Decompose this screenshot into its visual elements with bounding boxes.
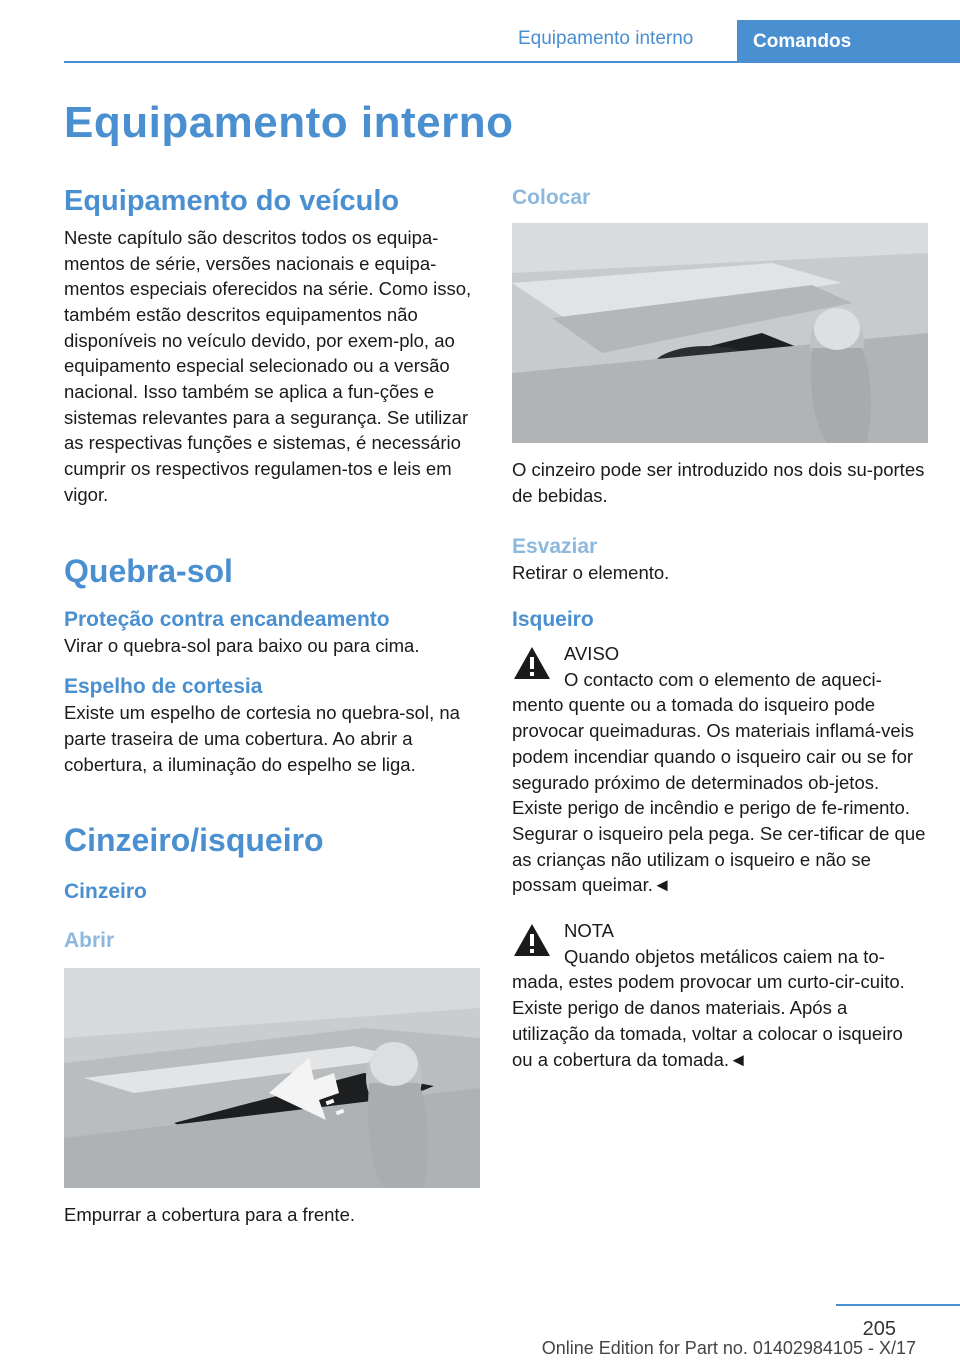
empty-text: Retirar o elemento. bbox=[512, 562, 670, 583]
mirror-heading: Espelho de cortesia bbox=[64, 674, 263, 698]
ashtray-open-illustration bbox=[64, 968, 480, 1188]
glare-heading: Proteção contra encandeamento bbox=[64, 607, 390, 631]
vehicle-text: Neste capítulo são descritos todos os equipa-mentos de série, versões nacionais e equipa-mentos especiais oferecidos na série. Como isso, também estão descritos equipamentos não disponíveis no veículo devido, por exem-plo, ao equipamento especial selecionado ou a versão nacional. Isso também se aplica a fun-ções e sistemas relevantes para a segurança. Se utilizar as respectivas funções e sistemas, é necessário cumprir os respectivos regulamen-tos e leis em vigor. bbox=[64, 226, 472, 505]
warning-triangle-icon bbox=[512, 645, 552, 681]
header-rule bbox=[64, 61, 960, 63]
header-section-tab: Equipamento interno bbox=[518, 28, 694, 49]
warning-label: AVISO bbox=[564, 643, 620, 664]
header-chapter-label: Comandos bbox=[753, 30, 852, 52]
header-chapter-tab bbox=[737, 20, 960, 63]
open-heading: Abrir bbox=[64, 929, 115, 953]
lighter-heading: Isqueiro bbox=[512, 607, 594, 631]
empty-heading: Esvaziar bbox=[512, 534, 598, 558]
page-title: Equipamento interno bbox=[64, 98, 514, 147]
footer-rule bbox=[836, 1304, 960, 1306]
vehicle-heading: Equipamento do veículo bbox=[64, 185, 400, 217]
page-number: 205 bbox=[862, 1318, 896, 1340]
footer-edition: Online Edition for Part no. 01402984105 - X/17 bbox=[541, 1338, 916, 1358]
warning-text: mento quente ou a tomada do isqueiro pode provocar queimaduras. Os materiais inflamá-veis podem incendiar quando o isqueiro cair ou se for segurado próximo de determinados ob-jetos. Existe perigo de incêndio e perigo de fe-rimento. Segurar o isqueiro pela pega. Se cer-tificar de que as crianças não utilizam o isqueiro e não se possam queimar.◄ bbox=[512, 694, 926, 896]
note-label: NOTA bbox=[564, 920, 615, 942]
ashtray-insert-illustration bbox=[512, 223, 928, 443]
right-column bbox=[512, 184, 928, 1072]
warning-block bbox=[512, 641, 928, 898]
glare-text: Virar o quebra-sol para baixo ou para cima. bbox=[64, 635, 420, 657]
warning-triangle-icon bbox=[512, 922, 552, 958]
open-caption: Empurrar a cobertura para a frente. bbox=[64, 1204, 356, 1226]
sunvisor-heading: Quebra-sol bbox=[64, 552, 233, 589]
ashtray-section-heading: Cinzeiro/isqueiro bbox=[64, 822, 324, 859]
warning-first-line: O contacto com o elemento de aqueci- bbox=[564, 668, 882, 690]
mirror-text: Existe um espelho de cortesia no quebra-sol, na parte traseira de uma cobertura. Ao abrir a cobertura, a iluminação do espelho se liga. bbox=[64, 702, 460, 775]
note-text: mada, estes podem provocar um curto-cir-cuito. Existe perigo de danos materiais. Após a utilização da tomada, voltar a colocar o isqueiro ou a cobertura da tomada.◄ bbox=[512, 971, 905, 1070]
ashtray-heading: Cinzeiro bbox=[64, 879, 147, 903]
note-first-line: Quando objetos metálicos caiem na to- bbox=[564, 945, 885, 967]
insert-heading: Colocar bbox=[512, 186, 591, 209]
left-column bbox=[64, 184, 480, 1228]
insert-caption: O cinzeiro pode ser introduzido nos dois su-portes de bebidas. bbox=[512, 459, 925, 506]
note-block bbox=[512, 918, 928, 1072]
